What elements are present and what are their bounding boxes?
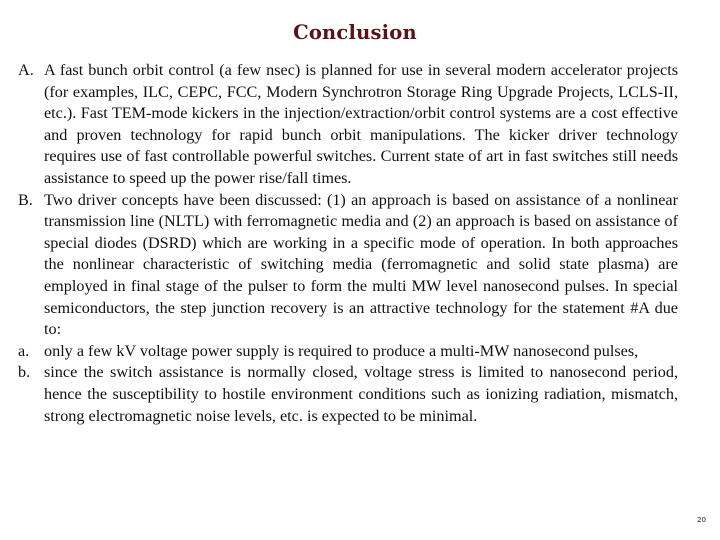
list-item-a-lower (18, 341, 678, 363)
list-item-b-lower (18, 362, 678, 427)
list-item-a-upper (18, 60, 678, 190)
list-marker: a. (18, 341, 30, 360)
page-title: Conclusion (293, 21, 417, 44)
list-item-text: A fast bunch orbit control (a few nsec) is planned for use in several modern accelerator projects (for examples, ILC, CEPC, FCC, Modern Synchrotron Storage Ring Upgrade Projects, LCLS-II, etc.). Fast TEM-mode kickers in the injection/extraction/orbit control systems are a cost effective and proven technology for rapid bunch orbit manipulations. The kicker driver technology requires use of fast controllable powerful switches. Current state of art in fast switches still needs assistance to speed up the power rise/fall times. (44, 61, 678, 187)
list-marker: B. (18, 190, 33, 209)
list-item-text: only a few kV voltage power supply is required to produce a multi-MW nanosecond pulses, (44, 341, 639, 360)
list-item-text: Two driver concepts have been discussed: (1) an approach is based on assistance of a nonlinear transmission line (NLTL) with ferromagnetic media and (2) an approach is based on assistance of special diodes (DSRD) which are working in a specific mode of operation. In both approaches the nonlinear characteristic of switching media (ferromagnetic and solid state plasma) are employed in final stage of the pulser to form the multi MW level nanosecond pulses. In special semiconductors, the step junction recovery is an attractive technology for the statement #A due to: (44, 190, 678, 339)
list-item-b-upper (18, 190, 678, 341)
list-item-text: since the switch assistance is normally closed, voltage stress is limited to nanosecond period, hence the susceptibility to hostile environment conditions such as ionizing radiation, mismatch, strong electromagnetic noise levels, etc. is expected to be minimal. (44, 363, 678, 425)
page-number: 20 (697, 516, 706, 524)
list-marker: b. (18, 363, 31, 382)
conclusion-list (18, 60, 678, 427)
list-marker: A. (18, 61, 34, 79)
